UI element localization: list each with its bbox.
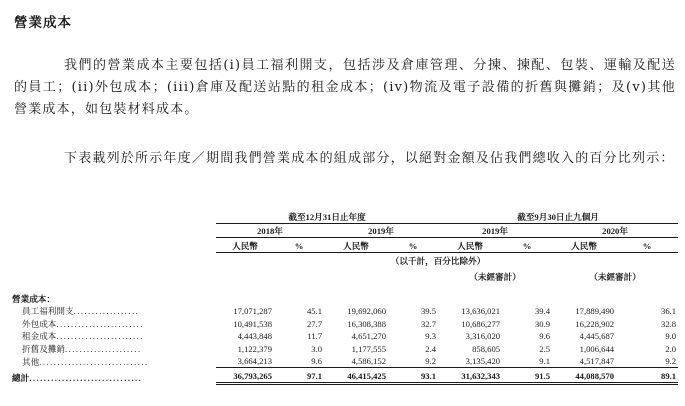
table-intro-paragraph: 下表載列於所示年度／期間我們營業成本的組成部分，以絕對金額及佔我們總收入的百分比列示： (64, 151, 675, 166)
cell-value: 4,517,847 (552, 355, 616, 368)
leader-dots: ........................ (56, 331, 144, 341)
cell-value: 9.1 (502, 355, 552, 368)
section-heading: 營業成本 (14, 15, 72, 31)
leader-dots: ..................... (64, 343, 142, 354)
year-header-2020-nine-months: 2020年 (552, 224, 678, 238)
cell-value: 10,686,277 (461, 318, 501, 329)
year-header-2019: 2019年 (324, 224, 438, 238)
unit-note: （以千計，百分比除外） (390, 256, 486, 266)
cell-value: 3,135,420 (438, 355, 502, 368)
cell-value: 2.0 (665, 343, 677, 354)
cell-value: 30.9 (535, 318, 551, 329)
total-row (10, 368, 678, 384)
cell-value: 9.6 (539, 331, 551, 341)
unaudited-label: （未經審計） (469, 272, 521, 282)
cell-value: 39.4 (535, 306, 551, 316)
row-label: 其他 (22, 356, 40, 367)
unit-pct-header: % (274, 238, 324, 253)
cell-value: 858,605 (472, 343, 501, 354)
cell-value: 3,664,213 (216, 355, 274, 368)
cell-value: 16,228,902 (575, 318, 615, 329)
cell-value: 9.6 (274, 355, 324, 368)
unit-pct-header: % (502, 238, 552, 253)
cell-value: 39.5 (421, 306, 437, 316)
intro-paragraph: 我們的營業成本主要包括(i)員工福利開支，包括涉及倉庫管理、分揀、揀配、包裝、運輸及配送的員工；(ii)外包成本；(iii)倉庫及配送站點的租金成本；(iv)物流及電子設備的折舊與攤銷；及(v)其他營業成本，如包裝材料成本。 (14, 58, 676, 117)
cell-value: 17,889,490 (575, 306, 615, 316)
cell-value: 11.7 (307, 331, 322, 341)
unit-rmb-header: 人民幣 (438, 238, 502, 253)
total-value: 46,415,425 (324, 368, 388, 384)
cell-value: 13,636,021 (461, 306, 501, 316)
cost-of-revenue-table (10, 209, 678, 385)
cell-value: 9.3 (425, 331, 437, 341)
cell-value: 9.0 (665, 331, 677, 341)
cell-value: 9.2 (388, 355, 438, 368)
cell-value: 1,177,555 (351, 343, 386, 354)
total-value: 91.5 (502, 368, 552, 384)
section-label: 營業成本： (12, 293, 55, 304)
table-row (10, 355, 678, 368)
cell-value: 19,692,060 (347, 306, 386, 316)
year-header-2019-nine-months: 2019年 (438, 224, 552, 238)
year-header-2018: 2018年 (216, 224, 324, 238)
cell-value: 3,316,020 (465, 331, 501, 341)
leader-dots: .................. (73, 306, 140, 316)
total-label: 總計 (12, 372, 30, 383)
total-value: 44,088,570 (552, 368, 616, 384)
leader-dots: ............................... (29, 372, 143, 383)
total-value: 97.1 (274, 368, 324, 384)
cell-value: 32.8 (661, 318, 677, 329)
unit-rmb-header: 人民幣 (216, 238, 274, 253)
leader-dots: .............................. (39, 356, 149, 367)
unaudited-label: （未經審計） (589, 272, 641, 282)
cell-value: 3.0 (311, 343, 322, 354)
cell-value: 4,651,270 (351, 331, 386, 341)
total-value: 93.1 (388, 368, 438, 384)
unit-pct-header: % (388, 238, 438, 253)
cell-value: 4,445,687 (579, 331, 615, 341)
cell-value: 4,586,152 (324, 355, 388, 368)
row-label: 折舊及攤銷 (22, 343, 65, 354)
unit-rmb-header: 人民幣 (552, 238, 616, 253)
cell-value: 17,071,287 (233, 306, 272, 316)
leader-dots: ........................ (56, 318, 144, 329)
cell-value: 16,308,388 (347, 318, 386, 329)
total-value: 31,632,343 (438, 368, 502, 384)
period-year-header: 截至12月31日止年度 (216, 209, 438, 224)
cell-value: 36.1 (661, 306, 677, 316)
unit-rmb-header: 人民幣 (324, 238, 388, 253)
table-row (10, 342, 678, 355)
cell-value: 2.5 (539, 343, 551, 354)
cell-value: 9.2 (616, 355, 678, 368)
row-label: 外包成本 (22, 318, 57, 329)
period-nine-months-header: 截至9月30日止九個月 (438, 209, 678, 224)
cell-value: 1,006,644 (579, 343, 615, 354)
cell-value: 4,443,848 (237, 331, 272, 341)
cell-value: 1,122,379 (237, 343, 272, 354)
unit-pct-header: % (616, 238, 678, 253)
table-row (10, 330, 678, 343)
cell-value: 2.4 (425, 343, 437, 354)
cell-value: 32.7 (421, 318, 437, 329)
total-value: 89.1 (616, 368, 678, 384)
row-label: 租金成本 (22, 331, 57, 341)
cell-value: 10,491,538 (233, 318, 272, 329)
row-label: 員工福利開支 (22, 306, 74, 316)
table-row (10, 317, 678, 330)
table-row (10, 305, 678, 318)
cell-value: 45.1 (306, 306, 322, 316)
total-value: 36,793,265 (216, 368, 274, 384)
cell-value: 27.7 (306, 318, 322, 329)
